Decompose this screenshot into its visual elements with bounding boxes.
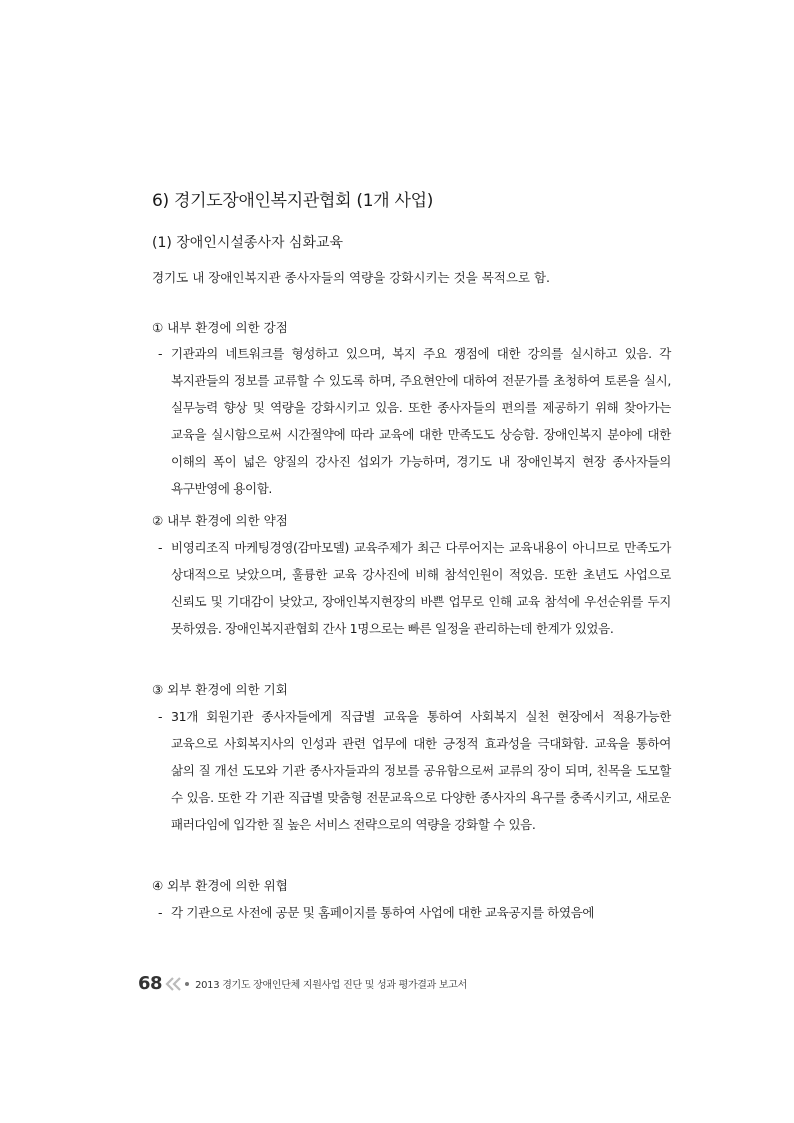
heading-opportunities: ③ 외부 환경에 의한 기회 bbox=[152, 682, 288, 697]
page-footer bbox=[138, 973, 467, 994]
paragraph-strengths bbox=[158, 340, 671, 502]
paragraph-text: 31개 회원기관 종사자들에게 직급별 교육을 통하여 사회복지 실천 현장에서 적용가능한 교육으로 사회복지사의 인성과 관련 업무에 대한 긍정적 효과성을 극대화함. 교육을 통하여 삶의 질 개선 도모와 기관 종사자들과의 정보를 공유함으로써 교류의 장이 되며, 친목을 도모할 수 있음. 또한 각 기관 직급별 맞춤형 전문교육으로 다양한 종사자의 욕구를 충족시키고, 새로운 패러다임에 입각한 질 높은 서비스 전략으로의 역량을 강화할 수 있음. bbox=[171, 709, 671, 832]
page-number: 68 bbox=[138, 973, 163, 994]
paragraph-weaknesses bbox=[158, 534, 671, 642]
dash-marker: - bbox=[158, 540, 163, 555]
dash-marker: - bbox=[158, 905, 163, 920]
section-title: 6) 경기도장애인복지관협회 (1개 사업) bbox=[152, 191, 434, 211]
paragraph-text: 각 기관으로 사전에 공문 및 홈페이지를 통하여 사업에 대한 교육공지를 하였음에 bbox=[171, 905, 595, 920]
double-chevron-left-icon bbox=[165, 977, 181, 991]
paragraph-opportunities bbox=[158, 703, 671, 838]
dash-marker: - bbox=[158, 709, 163, 724]
heading-threats: ④ 외부 환경에 의한 위협 bbox=[152, 878, 288, 893]
paragraph-threats bbox=[158, 899, 671, 926]
heading-strengths: ① 내부 환경에 의한 강점 bbox=[152, 320, 288, 335]
purpose-statement: 경기도 내 장애인복지관 종사자들의 역량을 강화시키는 것을 목적으로 함. bbox=[152, 270, 551, 285]
paragraph-text: 기관과의 네트워크를 형성하고 있으며, 복지 주요 쟁점에 대한 강의를 실시하고 있음. 각 복지관들의 정보를 교류할 수 있도록 하며, 주요현안에 대하여 전문가를 초청하여 토론을 실시, 실무능력 향상 및 역량을 강화시키고 있음. 또한 종사자들의 편의를 제공하기 위해 찾아가는 교육을 실시함으로써 시간절약에 따라 교육에 대한 만족도도 상승함. 장애인복지 분야에 대한 이해의 폭이 넓은 양질의 강사진 섭외가 가능하며, 경기도 내 장애인복지 현장 종사자들의 욕구반영에 용이함. bbox=[171, 346, 671, 496]
heading-weaknesses: ② 내부 환경에 의한 약점 bbox=[152, 513, 288, 528]
bullet-dot-icon bbox=[185, 982, 189, 986]
sub-title: (1) 장애인시설종사자 심화교육 bbox=[152, 235, 344, 251]
report-title: 2013 경기도 장애인단체 지원사업 진단 및 성과 평가결과 보고서 bbox=[195, 980, 467, 991]
paragraph-text: 비영리조직 마케팅경영(감마모델) 교육주제가 최근 다루어지는 교육내용이 아니므로 만족도가 상대적으로 낮았으며, 훌륭한 교육 강사진에 비해 참석인원이 적었음. 또한 초년도 사업으로 신뢰도 및 기대감이 낮았고, 장애인복지현장의 바쁜 업무로 인해 교육 참석에 우선순위를 두지 못하였음. 장애인복지관협회 간사 1명으로는 빠른 일정을 관리하는데 한계가 있었음. bbox=[171, 540, 671, 636]
dash-marker: - bbox=[158, 346, 163, 361]
